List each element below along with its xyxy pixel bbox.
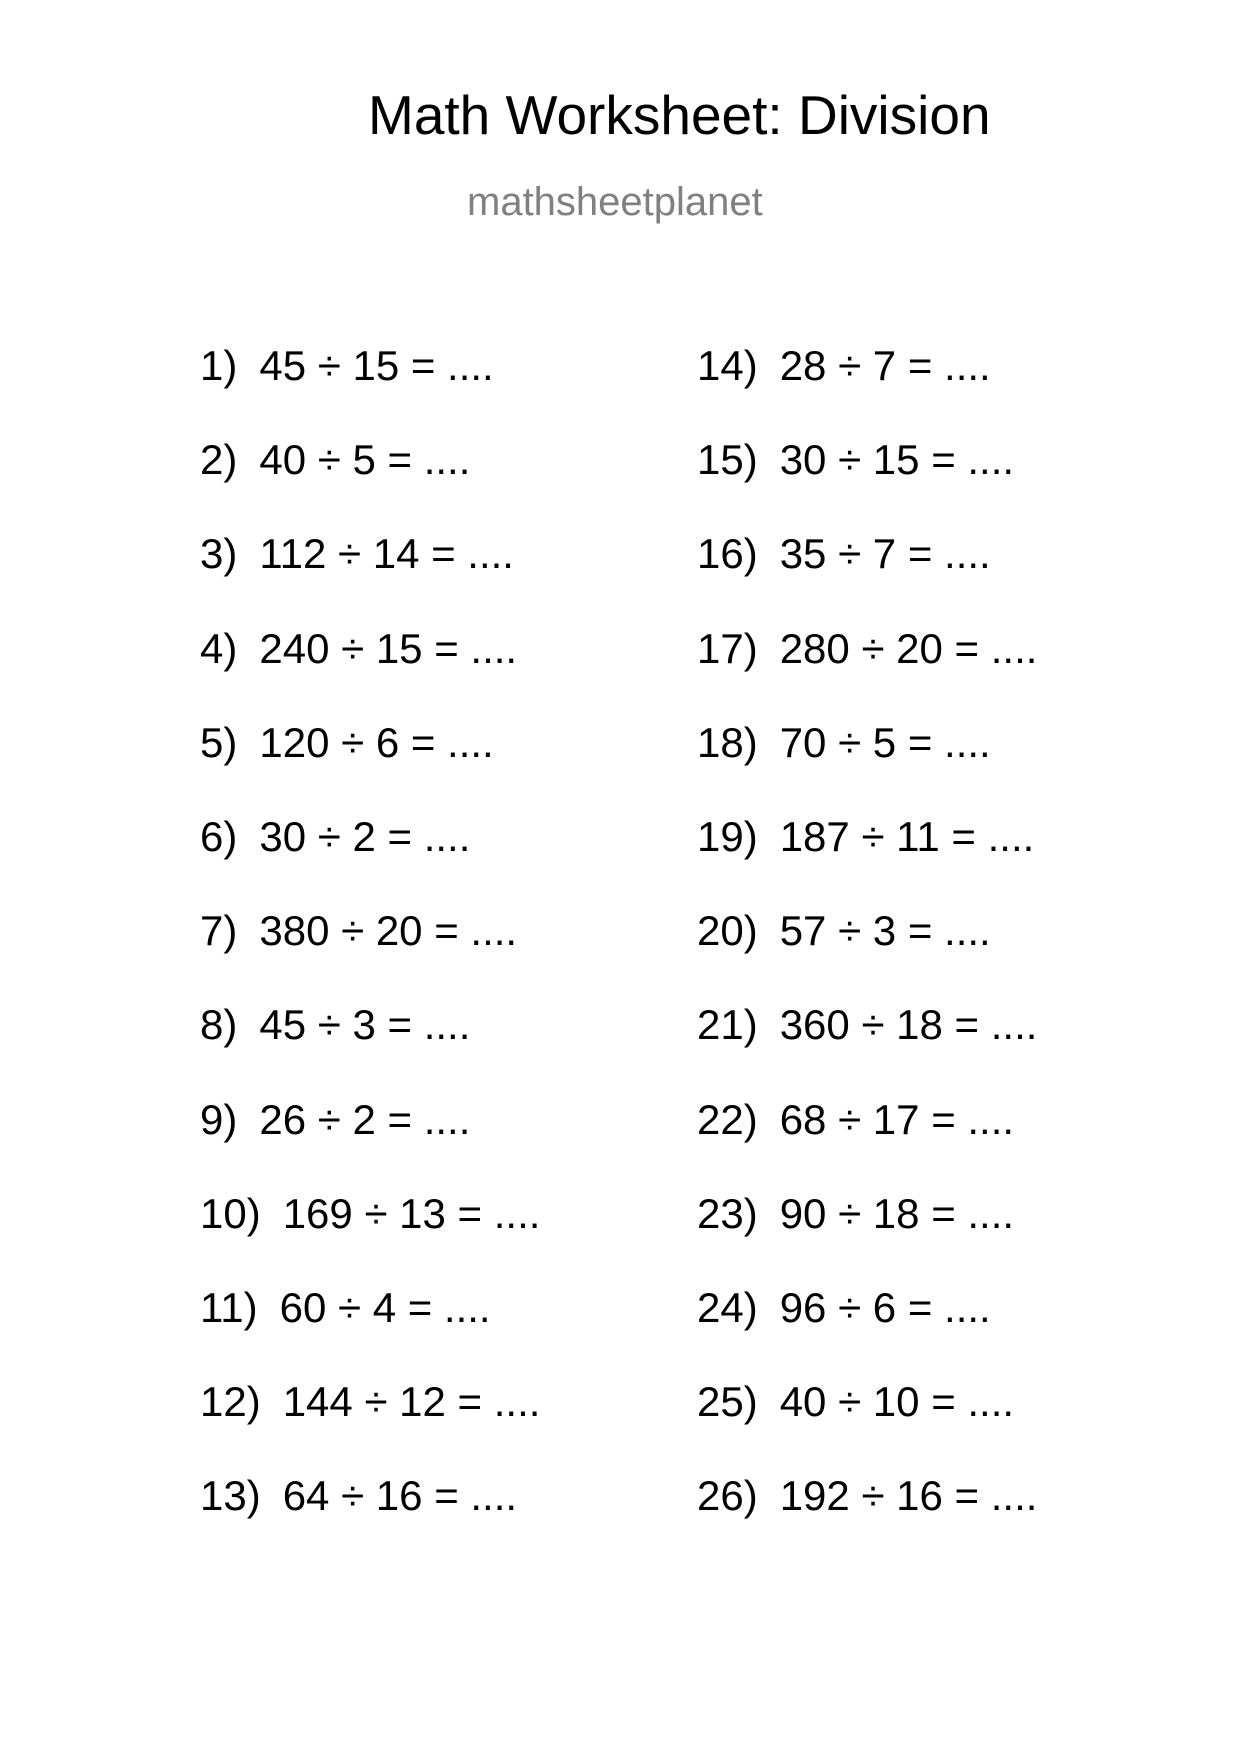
problem-number: 21) [697, 1001, 758, 1049]
page-subtitle: mathsheetplanet [467, 180, 763, 224]
problem-number: 8) [200, 1001, 238, 1049]
problem-number: 9) [200, 1095, 238, 1143]
problem-expression: 60 ÷ 4 = .... [279, 1283, 491, 1331]
problem-number: 2) [200, 436, 238, 484]
problem-expression: 240 ÷ 15 = .... [259, 624, 518, 672]
problem-expression: 57 ÷ 3 = .... [779, 907, 991, 955]
problem-item [200, 1472, 720, 1569]
problem-number: 13) [200, 1472, 261, 1520]
problem-number: 4) [200, 624, 238, 672]
problem-number: 14) [697, 342, 758, 389]
problem-item [697, 907, 1217, 1004]
problem-column-right [697, 342, 1217, 1569]
problem-expression: 30 ÷ 15 = .... [779, 436, 1015, 484]
problem-number: 17) [697, 624, 758, 672]
problem-number: 19) [697, 812, 758, 860]
problem-expression: 68 ÷ 17 = .... [779, 1095, 1015, 1143]
problem-item [200, 436, 720, 533]
problem-number: 5) [200, 718, 238, 766]
problem-expression: 169 ÷ 13 = .... [282, 1189, 541, 1237]
problem-expression: 144 ÷ 12 = .... [282, 1378, 541, 1426]
problem-expression: 35 ÷ 7 = .... [779, 530, 991, 578]
problem-expression: 112 ÷ 14 = .... [259, 530, 514, 578]
problem-expression: 380 ÷ 20 = .... [259, 907, 518, 955]
problem-number: 15) [697, 436, 758, 484]
problem-item [697, 1095, 1217, 1193]
problem-item [200, 1001, 720, 1098]
problem-number: 10) [200, 1189, 261, 1237]
problem-number: 20) [697, 907, 758, 955]
problem-number: 16) [697, 530, 758, 578]
problem-item [697, 1189, 1217, 1287]
problem-item [200, 1095, 720, 1193]
problem-item [697, 436, 1217, 533]
problem-number: 24) [697, 1283, 758, 1331]
title-text: Math Worksheet: Division [368, 84, 991, 146]
problem-item [697, 812, 1217, 910]
problem-expression: 40 ÷ 10 = .... [779, 1378, 1015, 1426]
problem-item [200, 530, 720, 627]
problem-expression: 192 ÷ 16 = .... [779, 1472, 1038, 1520]
problem-item [697, 718, 1217, 816]
problem-expression: 30 ÷ 2 = .... [259, 812, 471, 860]
problem-number: 22) [697, 1095, 758, 1143]
problem-expression: 70 ÷ 5 = .... [779, 718, 991, 766]
problem-expression: 280 ÷ 20 = .... [779, 624, 1038, 672]
problem-number: 11) [200, 1283, 258, 1331]
problem-number: 1) [200, 342, 238, 389]
problem-number: 25) [697, 1378, 758, 1426]
problem-number: 18) [697, 718, 758, 766]
problem-expression: 40 ÷ 5 = .... [259, 436, 471, 484]
problem-expression: 96 ÷ 6 = .... [779, 1283, 991, 1331]
problem-expression: 187 ÷ 11 = .... [779, 812, 1035, 860]
problem-number: 23) [697, 1189, 758, 1237]
problem-number: 26) [697, 1472, 758, 1520]
problem-item [200, 1283, 720, 1381]
problem-item [200, 1189, 720, 1287]
problem-item [697, 1283, 1217, 1381]
problem-expression: 90 ÷ 18 = .... [779, 1189, 1015, 1237]
problem-number: 3) [200, 530, 238, 578]
problem-item [200, 718, 720, 816]
problem-item [200, 812, 720, 910]
problem-column-left [200, 342, 720, 1569]
problem-expression: 64 ÷ 16 = .... [282, 1472, 518, 1520]
problem-item [697, 530, 1217, 627]
problem-expression: 360 ÷ 18 = .... [779, 1001, 1038, 1049]
problem-number: 6) [200, 812, 238, 860]
problem-number: 7) [200, 907, 238, 955]
problem-item [697, 1001, 1217, 1098]
problem-item [697, 1472, 1217, 1569]
problem-expression: 120 ÷ 6 = .... [259, 718, 494, 766]
problem-item [697, 342, 1217, 439]
problem-expression: 26 ÷ 2 = .... [259, 1095, 471, 1143]
problem-number: 12) [200, 1378, 261, 1426]
problem-expression: 28 ÷ 7 = .... [779, 342, 991, 389]
problem-item [200, 624, 720, 722]
problem-item [697, 1378, 1217, 1475]
problem-expression: 45 ÷ 15 = .... [259, 342, 494, 389]
problem-expression: 45 ÷ 3 = .... [259, 1001, 471, 1049]
problem-item [200, 1378, 720, 1475]
problem-item [697, 624, 1217, 722]
problem-item [200, 907, 720, 1004]
problem-item [200, 342, 720, 439]
